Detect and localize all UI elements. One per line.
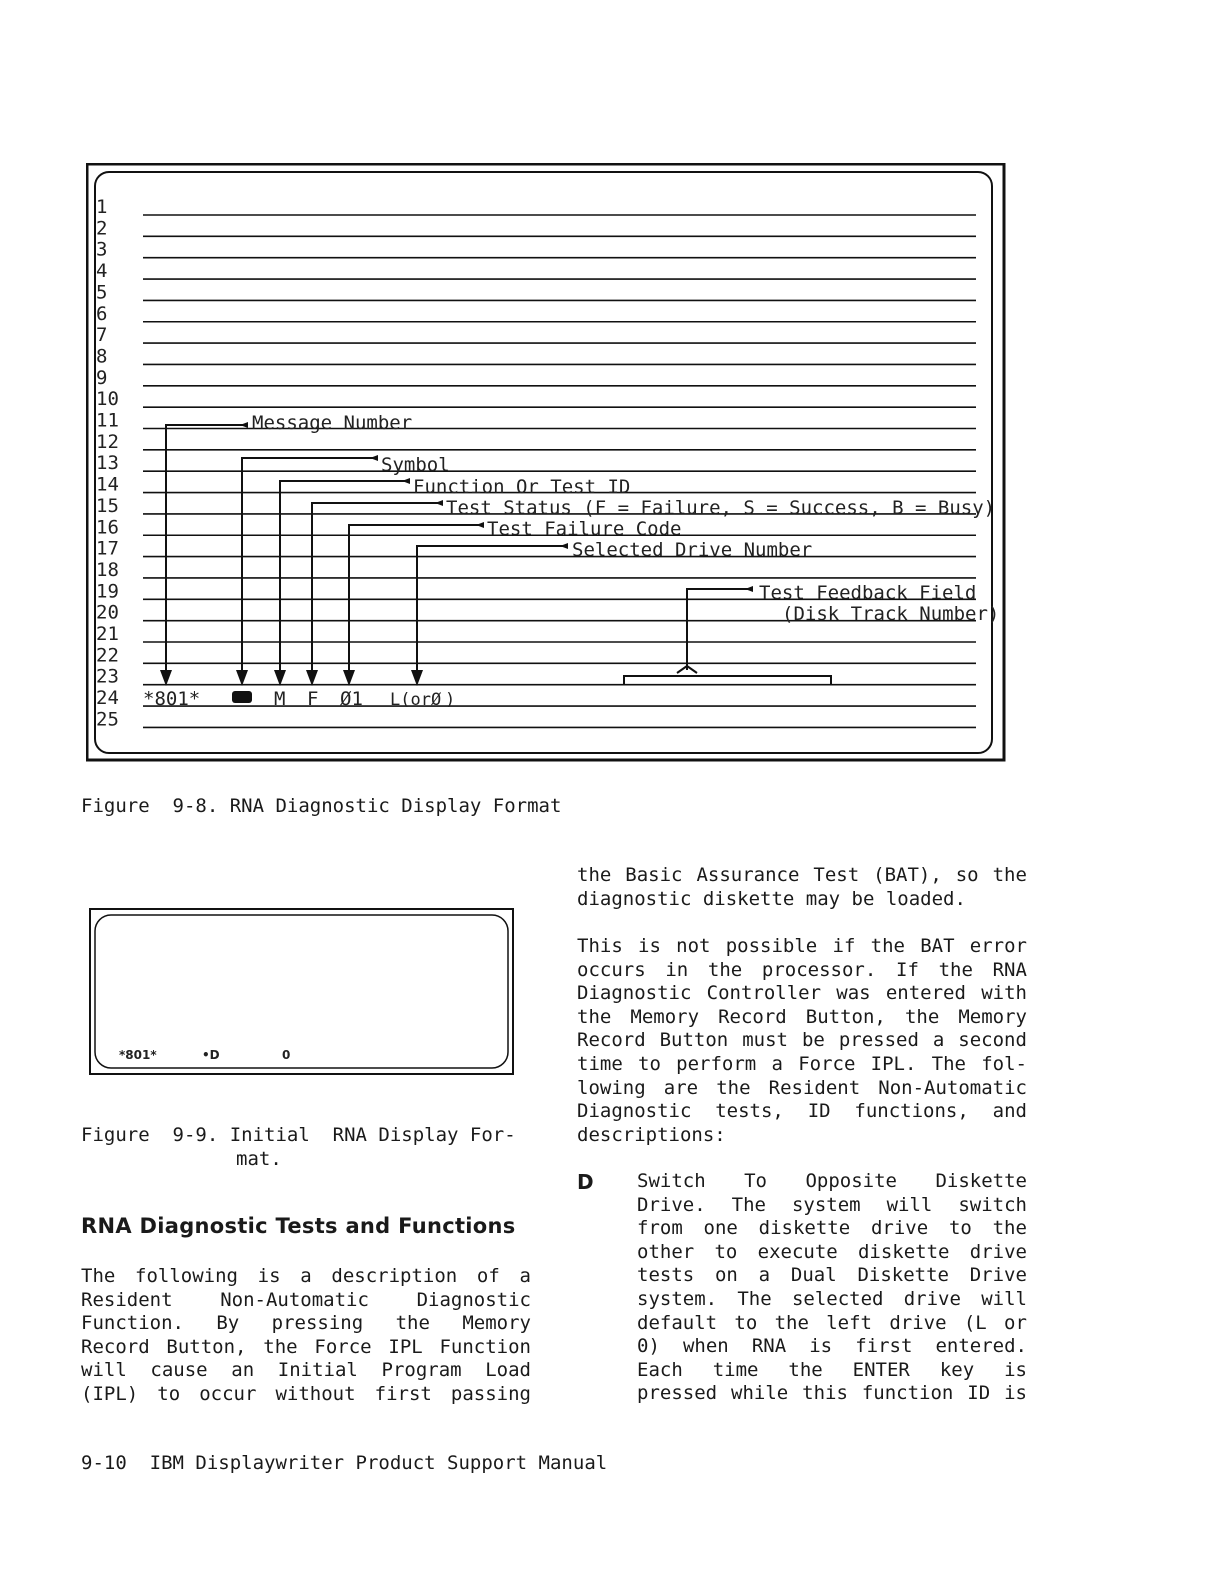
initial-value: 0 bbox=[282, 1048, 291, 1062]
row-number: 9 bbox=[96, 366, 108, 389]
paragraph-line: system. The selected drive will bbox=[637, 1287, 1027, 1310]
callout-test-status: Test Status (F = Failure, S = Success, B = Busy) bbox=[446, 497, 996, 519]
paragraph-line: Record Button, the Force IPL Function bbox=[81, 1335, 531, 1358]
paragraph-line: Diagnostic tests, ID functions, and bbox=[577, 1100, 1027, 1123]
row-number: 21 bbox=[96, 623, 119, 645]
right-paragraph-1 bbox=[577, 864, 1027, 911]
row-number: 18 bbox=[96, 558, 119, 581]
paragraph-line: (IPL) to occur without first passing bbox=[81, 1382, 531, 1405]
paragraph-line: The following is a description of a bbox=[81, 1265, 531, 1287]
row-number: 12 bbox=[96, 430, 119, 453]
paragraph-line: from one diskette drive to the bbox=[637, 1217, 1027, 1240]
row-number: 11 bbox=[96, 409, 119, 432]
row-number: 1 bbox=[96, 196, 108, 218]
left-paragraph bbox=[81, 1265, 531, 1407]
callout-selected-drive-number: Selected Drive Number bbox=[572, 539, 813, 561]
row-number: 20 bbox=[96, 601, 119, 624]
page-footer: 9-10 IBM Displaywriter Product Support Manual bbox=[81, 1452, 608, 1474]
row-number: 5 bbox=[96, 281, 108, 304]
paragraph-line: the Memory Record Button, the Memory bbox=[577, 1005, 1027, 1028]
row24-failure-code: Ø1 bbox=[340, 688, 363, 710]
initial-symbol: •D bbox=[202, 1048, 220, 1062]
figure-9-9-diagram bbox=[89, 908, 515, 1076]
paragraph-line: descriptions: bbox=[577, 1123, 726, 1146]
row-number: 15 bbox=[96, 494, 119, 517]
callout-test-feedback-field: Test Feedback Field bbox=[759, 582, 977, 604]
figure-9-9-caption: Figure 9-9. Initial RNA Display For- bbox=[81, 1124, 516, 1146]
item-d-letter: D bbox=[577, 1170, 594, 1194]
section-heading: RNA Diagnostic Tests and Functions bbox=[81, 1214, 516, 1238]
paragraph-line: other to execute diskette drive bbox=[637, 1240, 1027, 1263]
row-number: 17 bbox=[96, 537, 119, 560]
paragraph-line: will cause an Initial Program Load bbox=[81, 1359, 531, 1382]
paragraph-line: default to the left drive (L or bbox=[637, 1311, 1027, 1334]
row-number: 6 bbox=[96, 302, 108, 325]
row-numbers bbox=[96, 196, 119, 730]
callout-message-number: Message Number bbox=[252, 412, 413, 434]
row-number: 22 bbox=[96, 644, 119, 667]
row24-status: F bbox=[307, 688, 319, 710]
row24-function: M bbox=[274, 688, 286, 710]
figure-9-8-caption: Figure 9-8. RNA Diagnostic Display Format bbox=[81, 795, 562, 817]
paragraph-line: pressed while this function ID is bbox=[637, 1382, 1027, 1405]
paragraph-line: Drive. The system will switch bbox=[637, 1193, 1027, 1216]
paragraph-line: tests on a Dual Diskette Drive bbox=[637, 1264, 1027, 1287]
callout-disk-track-number: (Disk Track Number) bbox=[782, 603, 1000, 625]
paragraph-line: Function. By pressing the Memory bbox=[81, 1312, 531, 1335]
paragraph-line: 0) when RNA is first entered. bbox=[637, 1335, 1027, 1358]
paragraph-line: Diagnostic Controller was entered with bbox=[577, 982, 1027, 1005]
row-number: 10 bbox=[96, 388, 119, 411]
row-number: 25 bbox=[96, 708, 119, 731]
right-paragraph-2 bbox=[577, 935, 1027, 1147]
row24-drive-alt: Ø bbox=[431, 690, 442, 710]
row24-drive-close: ) bbox=[445, 690, 456, 710]
paragraph-line: the Basic Assurance Test (BAT), so the bbox=[577, 864, 1027, 886]
figure-9-8-diagram bbox=[86, 163, 1006, 763]
paragraph-line: Each time the ENTER key is bbox=[637, 1358, 1027, 1381]
paragraph-line: Record Button must be pressed a second bbox=[577, 1029, 1027, 1052]
row-number: 23 bbox=[96, 665, 119, 688]
symbol-block-icon bbox=[232, 691, 252, 703]
row-lines bbox=[143, 215, 976, 727]
callout-function-or-test-id: Function Or Test ID bbox=[413, 476, 631, 498]
paragraph-line: Switch To Opposite Diskette bbox=[637, 1170, 1027, 1192]
row-number: 2 bbox=[96, 217, 108, 240]
row-number: 3 bbox=[96, 238, 108, 261]
paragraph-line: lowing are the Resident Non-Automatic bbox=[577, 1076, 1027, 1099]
callout-test-failure-code: Test Failure Code bbox=[487, 518, 682, 540]
row-number: 7 bbox=[96, 324, 108, 347]
paragraph-line: This is not possible if the BAT error bbox=[577, 935, 1027, 957]
initial-message: *801* bbox=[119, 1048, 157, 1062]
row24-message: *801* bbox=[143, 688, 201, 710]
figure-9-9-caption-cont: mat. bbox=[236, 1148, 282, 1170]
row-number: 24 bbox=[96, 687, 119, 710]
callout-symbol: Symbol bbox=[381, 454, 450, 476]
paragraph-line: Resident Non-Automatic Diagnostic bbox=[81, 1288, 531, 1311]
row24-drive: L(or bbox=[390, 690, 431, 710]
paragraph-line: occurs in the processor. If the RNA bbox=[577, 958, 1027, 981]
paragraph-line: diagnostic diskette may be loaded. bbox=[577, 887, 966, 910]
row-number: 4 bbox=[96, 260, 108, 283]
row-number: 19 bbox=[96, 580, 119, 603]
item-d-description bbox=[637, 1170, 1027, 1406]
row-number: 13 bbox=[96, 452, 119, 475]
row-number: 16 bbox=[96, 516, 119, 539]
paragraph-line: time to perform a Force IPL. The fol- bbox=[577, 1052, 1027, 1075]
row-number: 14 bbox=[96, 473, 119, 496]
row-number: 8 bbox=[96, 345, 108, 368]
